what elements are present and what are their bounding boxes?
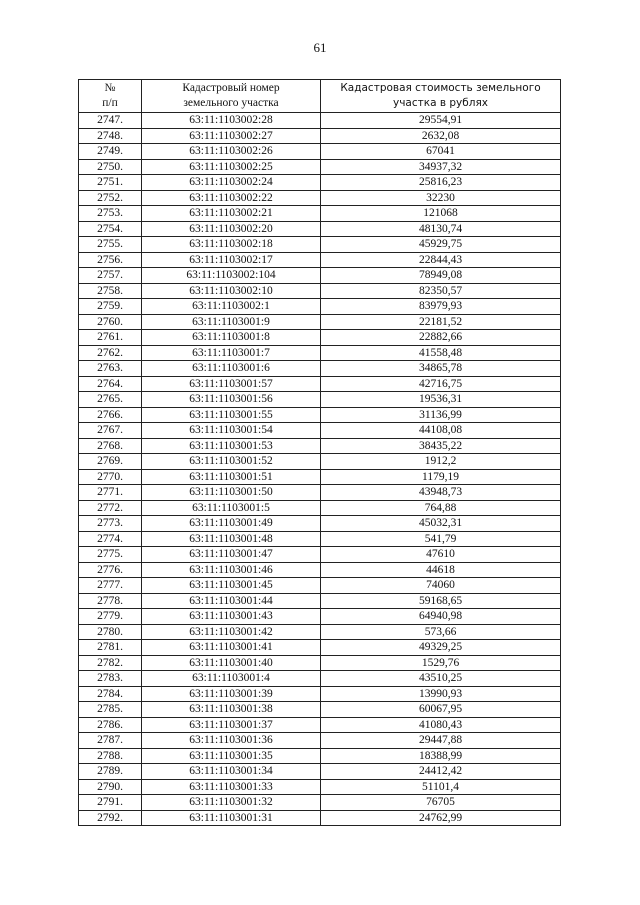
cadastral-value-cell: 24762,99 <box>321 810 561 826</box>
row-number-cell: 2792. <box>79 810 142 826</box>
cadastral-number-cell: 63:11:1103002:22 <box>142 190 321 206</box>
row-number-cell: 2771. <box>79 485 142 501</box>
row-number-cell: 2767. <box>79 423 142 439</box>
cadastral-value-cell: 29554,91 <box>321 113 561 129</box>
cadastral-number-cell: 63:11:1103001:34 <box>142 764 321 780</box>
row-number-cell: 2768. <box>79 438 142 454</box>
header-line: земельного участка <box>183 97 279 109</box>
table-row <box>79 748 561 764</box>
table-row <box>79 671 561 687</box>
row-number-cell: 2780. <box>79 624 142 640</box>
table-row <box>79 779 561 795</box>
row-number-cell: 2756. <box>79 252 142 268</box>
cadastral-value-cell: 48130,74 <box>321 221 561 237</box>
table-row <box>79 283 561 299</box>
cadastral-value-cell: 51101,4 <box>321 779 561 795</box>
table-row <box>79 423 561 439</box>
table-row <box>79 314 561 330</box>
row-number-cell: 2775. <box>79 547 142 563</box>
table-row <box>79 547 561 563</box>
row-number-cell: 2759. <box>79 299 142 315</box>
header-cadastral-value <box>321 80 561 113</box>
row-number-cell: 2758. <box>79 283 142 299</box>
table-row <box>79 392 561 408</box>
row-number-cell: 2791. <box>79 795 142 811</box>
cadastral-value-cell: 76705 <box>321 795 561 811</box>
cadastral-value-cell: 43510,25 <box>321 671 561 687</box>
row-number-cell: 2751. <box>79 175 142 191</box>
row-number-cell: 2781. <box>79 640 142 656</box>
cadastral-value-cell: 22181,52 <box>321 314 561 330</box>
table-body <box>79 113 561 826</box>
table-row <box>79 268 561 284</box>
header-cadastral-number <box>142 80 321 113</box>
row-number-cell: 2766. <box>79 407 142 423</box>
row-number-cell: 2752. <box>79 190 142 206</box>
table-row <box>79 330 561 346</box>
cadastral-value-cell: 22844,43 <box>321 252 561 268</box>
cadastral-value-cell: 31136,99 <box>321 407 561 423</box>
table-row <box>79 562 561 578</box>
cadastral-number-cell: 63:11:1103002:20 <box>142 221 321 237</box>
table-row <box>79 624 561 640</box>
row-number-cell: 2764. <box>79 376 142 392</box>
row-number-cell: 2790. <box>79 779 142 795</box>
cadastral-value-cell: 74060 <box>321 578 561 594</box>
cadastral-number-cell: 63:11:1103001:41 <box>142 640 321 656</box>
cadastral-value-cell: 47610 <box>321 547 561 563</box>
table-row <box>79 128 561 144</box>
row-number-cell: 2774. <box>79 531 142 547</box>
cadastral-number-cell: 63:11:1103001:9 <box>142 314 321 330</box>
page-number: 61 <box>313 40 327 55</box>
cadastral-value-cell: 34865,78 <box>321 361 561 377</box>
cadastral-number-cell: 63:11:1103001:33 <box>142 779 321 795</box>
table-row <box>79 438 561 454</box>
cadastral-value-cell: 44108,08 <box>321 423 561 439</box>
cadastral-value-cell: 24412,42 <box>321 764 561 780</box>
row-number-cell: 2754. <box>79 221 142 237</box>
table-row <box>79 764 561 780</box>
table-row <box>79 345 561 361</box>
cadastral-number-cell: 63:11:1103001:42 <box>142 624 321 640</box>
cadastral-value-cell: 764,88 <box>321 500 561 516</box>
row-number-cell: 2749. <box>79 144 142 160</box>
table-row <box>79 531 561 547</box>
row-number-cell: 2762. <box>79 345 142 361</box>
cadastral-number-cell: 63:11:1103002:104 <box>142 268 321 284</box>
table-row <box>79 686 561 702</box>
cadastral-number-cell: 63:11:1103002:1 <box>142 299 321 315</box>
header-line: № <box>104 82 116 94</box>
row-number-cell: 2760. <box>79 314 142 330</box>
table-row <box>79 361 561 377</box>
cadastral-value-cell: 34937,32 <box>321 159 561 175</box>
cadastral-number-cell: 63:11:1103002:24 <box>142 175 321 191</box>
row-number-cell: 2786. <box>79 717 142 733</box>
row-number-cell: 2785. <box>79 702 142 718</box>
cadastral-value-cell: 44618 <box>321 562 561 578</box>
table-row <box>79 299 561 315</box>
row-number-cell: 2748. <box>79 128 142 144</box>
cadastral-value-cell: 541,79 <box>321 531 561 547</box>
cadastral-number-cell: 63:11:1103001:8 <box>142 330 321 346</box>
cadastral-value-cell: 60067,95 <box>321 702 561 718</box>
table-header-row <box>79 80 561 113</box>
cadastral-number-cell: 63:11:1103001:53 <box>142 438 321 454</box>
cadastral-number-cell: 63:11:1103001:7 <box>142 345 321 361</box>
cadastral-value-cell: 45929,75 <box>321 237 561 253</box>
cadastral-number-cell: 63:11:1103001:6 <box>142 361 321 377</box>
cadastral-number-cell: 63:11:1103001:40 <box>142 655 321 671</box>
cadastral-value-cell: 82350,57 <box>321 283 561 299</box>
row-number-cell: 2761. <box>79 330 142 346</box>
table-row <box>79 206 561 222</box>
cadastral-number-cell: 63:11:1103001:46 <box>142 562 321 578</box>
row-number-cell: 2777. <box>79 578 142 594</box>
table-row <box>79 655 561 671</box>
cadastral-value-cell: 19536,31 <box>321 392 561 408</box>
cadastral-value-cell: 32230 <box>321 190 561 206</box>
row-number-cell: 2753. <box>79 206 142 222</box>
table-row <box>79 190 561 206</box>
cadastral-number-cell: 63:11:1103001:5 <box>142 500 321 516</box>
cadastral-value-cell: 18388,99 <box>321 748 561 764</box>
row-number-cell: 2770. <box>79 469 142 485</box>
header-line: п/п <box>102 97 118 109</box>
cadastral-value-cell: 67041 <box>321 144 561 160</box>
table-row <box>79 717 561 733</box>
row-number-cell: 2755. <box>79 237 142 253</box>
cadastral-number-cell: 63:11:1103001:50 <box>142 485 321 501</box>
table-row <box>79 593 561 609</box>
table-row <box>79 454 561 470</box>
header-line: участка в рублях <box>393 97 488 109</box>
cadastral-value-cell: 41558,48 <box>321 345 561 361</box>
cadastral-value-cell: 13990,93 <box>321 686 561 702</box>
cadastral-value-cell: 1179,19 <box>321 469 561 485</box>
cadastral-number-cell: 63:11:1103001:32 <box>142 795 321 811</box>
row-number-cell: 2787. <box>79 733 142 749</box>
cadastral-value-cell: 25816,23 <box>321 175 561 191</box>
table-row <box>79 407 561 423</box>
cadastral-number-cell: 63:11:1103001:51 <box>142 469 321 485</box>
cadastral-number-cell: 63:11:1103001:31 <box>142 810 321 826</box>
cadastral-number-cell: 63:11:1103001:44 <box>142 593 321 609</box>
cadastral-value-cell: 22882,66 <box>321 330 561 346</box>
cadastral-number-cell: 63:11:1103001:49 <box>142 516 321 532</box>
cadastral-value-cell: 64940,98 <box>321 609 561 625</box>
cadastral-number-cell: 63:11:1103001:52 <box>142 454 321 470</box>
cadastral-value-cell: 43948,73 <box>321 485 561 501</box>
cadastral-value-cell: 41080,43 <box>321 717 561 733</box>
cadastral-number-cell: 63:11:1103001:37 <box>142 717 321 733</box>
cadastral-value-cell: 45032,31 <box>321 516 561 532</box>
row-number-cell: 2779. <box>79 609 142 625</box>
row-number-cell: 2769. <box>79 454 142 470</box>
cadastral-number-cell: 63:11:1103002:21 <box>142 206 321 222</box>
cadastral-number-cell: 63:11:1103002:26 <box>142 144 321 160</box>
table-row <box>79 640 561 656</box>
row-number-cell: 2757. <box>79 268 142 284</box>
cadastral-value-cell: 1529,76 <box>321 655 561 671</box>
row-number-cell: 2765. <box>79 392 142 408</box>
row-number-cell: 2776. <box>79 562 142 578</box>
row-number-cell: 2789. <box>79 764 142 780</box>
cadastral-number-cell: 63:11:1103002:27 <box>142 128 321 144</box>
cadastral-number-cell: 63:11:1103001:35 <box>142 748 321 764</box>
cadastral-number-cell: 63:11:1103001:47 <box>142 547 321 563</box>
cadastral-number-cell: 63:11:1103002:10 <box>142 283 321 299</box>
cadastral-number-cell: 63:11:1103001:38 <box>142 702 321 718</box>
table-row <box>79 221 561 237</box>
cadastral-value-cell: 83979,93 <box>321 299 561 315</box>
table-row <box>79 578 561 594</box>
cadastral-number-cell: 63:11:1103002:25 <box>142 159 321 175</box>
cadastral-value-cell: 59168,65 <box>321 593 561 609</box>
cadastral-number-cell: 63:11:1103001:57 <box>142 376 321 392</box>
cadastral-value-cell: 573,66 <box>321 624 561 640</box>
table-row <box>79 252 561 268</box>
row-number-cell: 2773. <box>79 516 142 532</box>
cadastral-value-table <box>78 79 561 826</box>
row-number-cell: 2747. <box>79 113 142 129</box>
cadastral-value-cell: 78949,08 <box>321 268 561 284</box>
cadastral-value-cell: 38435,22 <box>321 438 561 454</box>
row-number-cell: 2750. <box>79 159 142 175</box>
cadastral-number-cell: 63:11:1103001:55 <box>142 407 321 423</box>
cadastral-number-cell: 63:11:1103002:18 <box>142 237 321 253</box>
cadastral-value-cell: 29447,88 <box>321 733 561 749</box>
cadastral-number-cell: 63:11:1103002:28 <box>142 113 321 129</box>
table-row <box>79 485 561 501</box>
header-row-number <box>79 80 142 113</box>
cadastral-number-cell: 63:11:1103001:45 <box>142 578 321 594</box>
cadastral-value-cell: 121068 <box>321 206 561 222</box>
table-row <box>79 175 561 191</box>
header-line: Кадастровая стоимость земельного <box>340 82 541 94</box>
cadastral-value-cell: 49329,25 <box>321 640 561 656</box>
cadastral-value-cell: 2632,08 <box>321 128 561 144</box>
table-row <box>79 500 561 516</box>
cadastral-value-cell: 1912,2 <box>321 454 561 470</box>
cadastral-number-cell: 63:11:1103002:17 <box>142 252 321 268</box>
table-row <box>79 609 561 625</box>
row-number-cell: 2788. <box>79 748 142 764</box>
row-number-cell: 2782. <box>79 655 142 671</box>
table-row <box>79 144 561 160</box>
table-row <box>79 376 561 392</box>
row-number-cell: 2778. <box>79 593 142 609</box>
cadastral-number-cell: 63:11:1103001:56 <box>142 392 321 408</box>
table-row <box>79 516 561 532</box>
cadastral-number-cell: 63:11:1103001:43 <box>142 609 321 625</box>
table-row <box>79 469 561 485</box>
table-row <box>79 237 561 253</box>
table-row <box>79 702 561 718</box>
table-row <box>79 159 561 175</box>
cadastral-number-cell: 63:11:1103001:54 <box>142 423 321 439</box>
table-row <box>79 113 561 129</box>
cadastral-number-cell: 63:11:1103001:4 <box>142 671 321 687</box>
row-number-cell: 2763. <box>79 361 142 377</box>
cadastral-number-cell: 63:11:1103001:36 <box>142 733 321 749</box>
header-line: Кадастровый номер <box>182 82 280 94</box>
cadastral-number-cell: 63:11:1103001:39 <box>142 686 321 702</box>
cadastral-value-cell: 42716,75 <box>321 376 561 392</box>
table-row <box>79 810 561 826</box>
cadastral-number-cell: 63:11:1103001:48 <box>142 531 321 547</box>
table-row <box>79 795 561 811</box>
table-row <box>79 733 561 749</box>
row-number-cell: 2783. <box>79 671 142 687</box>
row-number-cell: 2772. <box>79 500 142 516</box>
row-number-cell: 2784. <box>79 686 142 702</box>
